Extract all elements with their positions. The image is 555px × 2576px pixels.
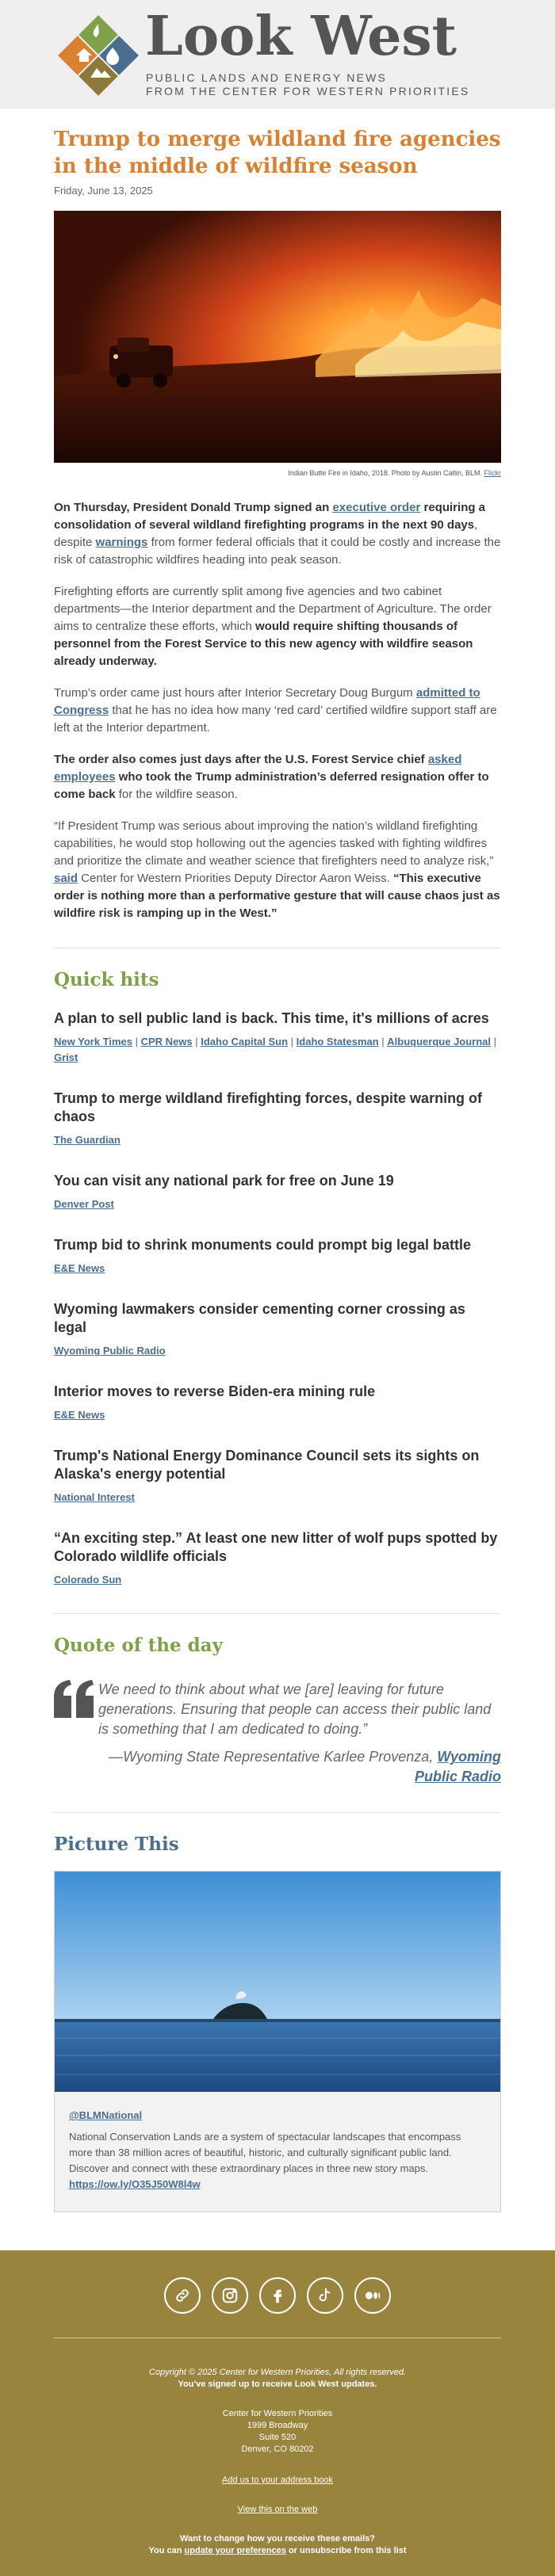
footer-divider: [54, 2337, 501, 2338]
address-city: Denver, CO 80202: [241, 2444, 314, 2454]
quick-hit-title: Interior moves to reverse Biden-era mining rule: [54, 1383, 376, 1399]
update-preferences-link[interactable]: update your preferences: [184, 2546, 286, 2555]
story-map-link[interactable]: https://ow.ly/O35J50W8l4w: [69, 2178, 201, 2190]
blm-national-link[interactable]: @BLMNational: [69, 2109, 143, 2121]
quick-hit-item: [54, 1090, 501, 1148]
p1-lead: On Thursday, President Donald Trump signed an: [54, 501, 333, 514]
copyright-suffix: , All rights reserved.: [329, 2368, 407, 2377]
p5-text-2: Center for Western Priorities Deputy Director Aaron Weiss.: [78, 872, 393, 885]
quick-hit-title: Wyoming lawmakers consider cementing corner crossing as legal: [54, 1301, 465, 1335]
p4-bold-1: The order also comes just days after the U.S. Forest Service chief: [54, 753, 428, 766]
quick-hit-source-link[interactable]: CPR News: [140, 1036, 193, 1048]
brand-subtitle: [146, 71, 469, 98]
picture-text-body: National Conservation Lands are a system of spectacular landscapes that encompass more than 38 million acres of beautiful, historic, and culturally significant public land. Discover and connect with these extraordinary places in three new story maps.: [69, 2131, 461, 2174]
quick-hit-sources: [54, 1490, 501, 1506]
quick-hit-source-link[interactable]: E&E News: [54, 1262, 105, 1274]
quick-hit-source-link[interactable]: Idaho Statesman: [296, 1036, 379, 1048]
footer: [0, 2250, 555, 2576]
preferences-prefix: You can: [148, 2546, 185, 2555]
p5-bold: “This executive order is nothing more than a performative gesture that will cause chaos just as wildfire risk is ramping up in the West.”: [54, 872, 500, 920]
quick-hit-title: Trump bid to shrink monuments could prompt big legal battle: [54, 1237, 472, 1253]
preferences-line: [0, 2545, 555, 2557]
p3-text-1: Trump’s order came just hours after Interior Secretary Doug Burgum: [54, 686, 416, 700]
quick-hit-source-link[interactable]: The Guardian: [54, 1134, 121, 1146]
article-paragraph-1: [54, 499, 501, 569]
quick-hit-source-link[interactable]: E&E News: [54, 1409, 105, 1421]
quick-hit-source-link[interactable]: Grist: [54, 1051, 78, 1063]
quote-block: [54, 1680, 501, 1787]
executive-order-link[interactable]: executive order: [332, 501, 421, 514]
p2-bold: would require shifting thousands of personnel from the Forest Service to this new agency with wildfire season already underway.: [54, 620, 473, 668]
article-paragraph-4: [54, 751, 501, 803]
picture-title: [54, 1834, 501, 1855]
p4-bold-2: who took the Trump administration’s deferred resignation offer to come back: [54, 770, 489, 801]
p1-text-1: , despite: [54, 518, 478, 549]
quote-attribution: [98, 1747, 501, 1787]
source-separator: |: [288, 1036, 297, 1048]
article-paragraph-5: [54, 818, 501, 922]
flickr-link[interactable]: Flickr: [484, 469, 501, 477]
quick-hit-sources: [54, 1034, 501, 1066]
p3-text-2: that he has no idea how many ‘red card’ certified wildfire support staff are left at the Interior department.: [54, 704, 497, 735]
quick-hit-item: [54, 1172, 501, 1212]
change-emails-question: Want to change how you receive these emails?: [180, 2534, 375, 2544]
source-separator: |: [378, 1036, 388, 1048]
p5-text-1: “If President Trump was serious about improving the nation’s wildland firefighting capabilities, he would stop hollowing out the agencies tasked with fighting wildfires and prioritize the climate and weather science that firefighters need to analyze risk,”: [54, 819, 494, 868]
copyright-prefix: Copyright © 2025: [148, 2368, 220, 2377]
mailing-address: [0, 2408, 555, 2456]
copyright: [0, 2367, 555, 2379]
quote-content: [98, 1680, 501, 1787]
photo-caption: [54, 469, 501, 477]
asked-employees-link[interactable]: asked employees: [54, 753, 462, 784]
brand-title: Look West: [145, 5, 457, 68]
look-west-logo-icon: [56, 13, 141, 98]
quick-hit-source-link[interactable]: Albuquerque Journal: [387, 1036, 492, 1048]
address-suite: Suite 520: [258, 2433, 297, 2442]
quick-hit-item: [54, 1447, 501, 1506]
quote-title: [54, 1635, 501, 1656]
quick-hit-sources: [54, 1132, 501, 1148]
quick-hit-source-link[interactable]: Colorado Sun: [54, 1574, 122, 1586]
said-link[interactable]: said: [54, 872, 78, 885]
article-headline: Trump to merge wildland fire agencies in the middle of wildfire season: [54, 128, 501, 178]
divider: [54, 1812, 501, 1813]
quick-hit-item: [54, 1383, 501, 1423]
copyright-org: Center for Western Priorities: [219, 2368, 330, 2377]
photo-caption-text: Indian Butte Fire in Idaho, 2018. Photo by Austin Catlin, BLM.: [288, 469, 482, 477]
quick-hit-item: [54, 1236, 501, 1277]
source-separator: |: [491, 1036, 497, 1048]
quick-hit-title: Trump to merge wildland firefighting forces, despite warning of chaos: [54, 1090, 483, 1124]
p2-text: Firefighting efforts are currently split among five agencies and two cabinet departments—the Interior department and the Department of Agriculture. The order aims to centralize these efforts, which: [54, 585, 492, 633]
picture-title-text: Picture This: [54, 1834, 179, 1855]
quick-hit-item: [54, 1529, 501, 1588]
p1-text-2: from former federal officials that it could be costly and increase the risk of catastrophic wildfires heading into peak season.: [54, 536, 501, 567]
unsubscribe-text: or unsubscribe from this list: [285, 2546, 407, 2555]
brand-subtitle-line1: PUBLIC LANDS AND ENERGY NEWS: [146, 71, 388, 84]
address-org: Center for Western Priorities: [222, 2409, 333, 2418]
quick-hit-sources: [54, 1572, 501, 1588]
article-date: Friday, June 13, 2025: [54, 185, 153, 197]
quick-hits-title-text: Quick hits: [54, 969, 159, 990]
quick-hit-item: [54, 1300, 501, 1359]
address-street: 1999 Broadway: [247, 2421, 308, 2430]
p1-bold: requiring a consolidation of several wildland firefighting programs in the next 90 days: [54, 501, 486, 532]
divider: [54, 1613, 501, 1614]
quote-mark-icon: [54, 1680, 98, 1787]
source-separator: |: [192, 1036, 201, 1048]
medium-icon[interactable]: [354, 2277, 391, 2314]
wyoming-public-radio-link[interactable]: Wyoming Public Radio: [414, 1749, 501, 1784]
signed-up-notice: You've signed up to receive Look West updates.: [178, 2379, 377, 2389]
quick-hits-title: [54, 969, 501, 990]
quick-hit-title: “An exciting step.” At least one new litter of wolf pups spotted by Colorado wildlife officials: [54, 1530, 498, 1564]
add-to-address-book-link[interactable]: Add us to your address book: [221, 2475, 334, 2485]
quick-hit-source-link[interactable]: National Interest: [54, 1491, 135, 1503]
brand-subtitle-line2: FROM THE CENTER FOR WESTERN PRIORITIES: [146, 85, 470, 97]
article-body: [54, 499, 501, 922]
facebook-icon[interactable]: [259, 2277, 296, 2314]
p4-text: for the wildfire season.: [115, 788, 238, 801]
lake-island-photo: [55, 1872, 500, 2092]
quick-hit-title: You can visit any national park for free on June 19: [54, 1173, 394, 1189]
main-content: [0, 126, 555, 2212]
quote-title-text: Quote of the day: [54, 1635, 223, 1656]
quick-hit-sources: [54, 1196, 501, 1212]
quick-hit-source-link[interactable]: Idaho Capital Sun: [201, 1036, 289, 1048]
quick-hits-list: [54, 1009, 501, 1588]
source-separator: |: [132, 1036, 141, 1048]
view-on-web-link[interactable]: View this on the web: [237, 2505, 318, 2514]
instagram-icon[interactable]: [212, 2277, 248, 2314]
article-paragraph-2: [54, 583, 501, 670]
quick-hit-title: Trump's National Energy Dominance Council sets its sights on Alaska's energy potential: [54, 1448, 480, 1482]
picture-handle: [69, 2109, 486, 2121]
warnings-link[interactable]: warnings: [95, 536, 148, 549]
quick-hit-sources: [54, 1343, 501, 1359]
article-paragraph-3: [54, 685, 501, 737]
wildfire-photo: [54, 211, 501, 463]
quick-hit-source-link[interactable]: Denver Post: [54, 1198, 114, 1210]
quick-hit-source-link[interactable]: New York Times: [54, 1036, 132, 1048]
header: [0, 0, 555, 109]
picture-text: [69, 2129, 486, 2192]
admitted-to-congress-link[interactable]: admitted to Congress: [54, 686, 480, 717]
quote-text: We need to think about what we [are] leaving for future generations. Ensuring that people can access their public land is something that I am dedicated to doing.”: [98, 1681, 492, 1737]
quick-hit-source-link[interactable]: Wyoming Public Radio: [54, 1345, 166, 1357]
tiktok-icon[interactable]: [307, 2277, 343, 2314]
quick-hit-item: [54, 1009, 501, 1066]
quick-hit-sources: [54, 1407, 501, 1423]
quick-hit-sources: [54, 1261, 501, 1277]
quick-hit-title: A plan to sell public land is back. This time, it's millions of acres: [54, 1010, 489, 1026]
social-links: [0, 2277, 555, 2314]
quote-attribution-text: —Wyoming State Representative Karlee Provenza,: [109, 1749, 438, 1765]
picture-card: [54, 1871, 501, 2212]
website-link-icon[interactable]: [164, 2277, 201, 2314]
